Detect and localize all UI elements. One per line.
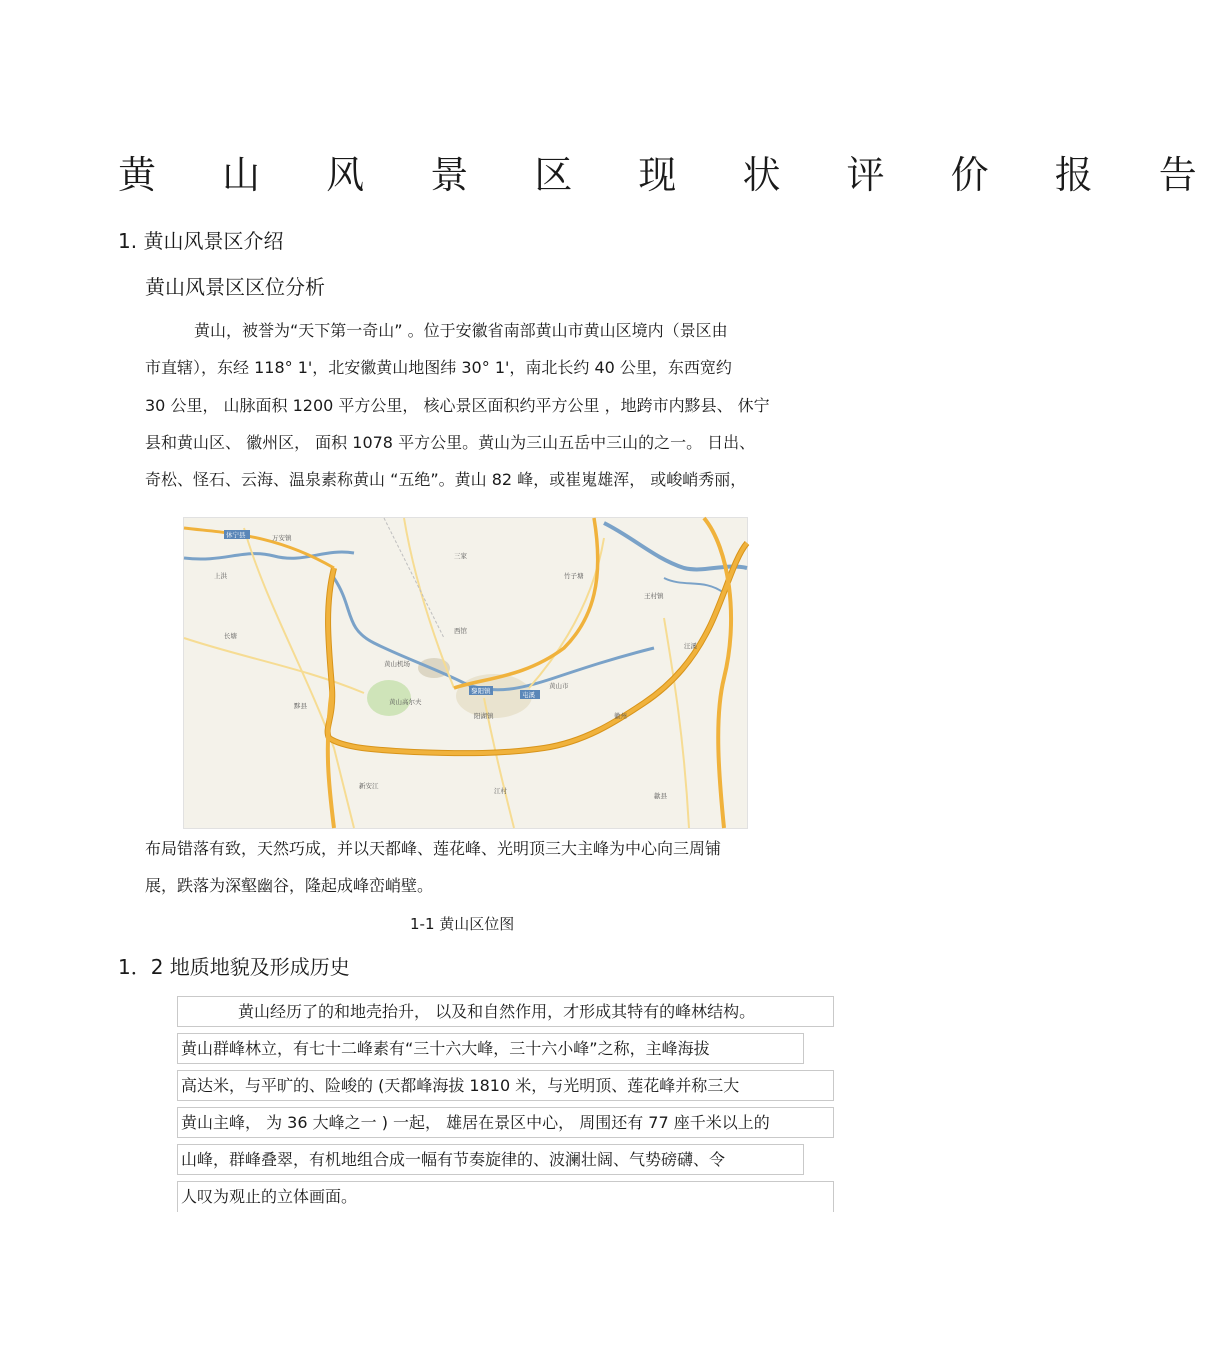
svg-text:竹子塘: 竹子塘 <box>564 572 584 580</box>
boxed-paragraph-line: 人叹为观止的立体画面。 <box>177 1181 834 1212</box>
svg-text:黄山机场: 黄山机场 <box>384 660 410 668</box>
svg-text:万安镇: 万安镇 <box>272 534 292 542</box>
paragraph-line: 县和黄山区、 徽州区， 面积 1078 平方公里。黄山为三山五岳中三山的之一。 日出、 <box>145 433 756 452</box>
paragraph-line: 布局错落有致，天然巧成，并以天都峰、莲花峰、光明顶三大主峰为中心向三周铺 <box>145 839 722 858</box>
svg-text:黟县: 黟县 <box>294 702 307 710</box>
boxed-paragraph-line: 高达米，与平旷的、险峻的 (天都峰海拔 1810 米，与光明顶、莲花峰并称三大 <box>177 1070 834 1101</box>
svg-text:王村镇: 王村镇 <box>644 592 664 600</box>
svg-text:休宁县: 休宁县 <box>226 531 246 539</box>
section-1-heading: 1. 黄山风景区介绍 <box>118 229 284 253</box>
svg-text:屯溪: 屯溪 <box>522 691 535 699</box>
boxed-paragraph-line: 山峰，群峰叠翠，有机地组合成一幅有节奏旋律的、波澜壮阔、气势磅礴、令 <box>177 1144 804 1175</box>
svg-text:西馆: 西馆 <box>454 627 467 635</box>
svg-text:徽州: 徽州 <box>614 712 627 720</box>
boxed-paragraph-line: 黄山群峰林立，有七十二峰素有“三十六大峰，三十六小峰”之称，主峰海拔 <box>177 1033 804 1064</box>
svg-text:汪溪: 汪溪 <box>684 642 697 650</box>
svg-text:黄山市: 黄山市 <box>549 682 569 690</box>
paragraph-line: 展，跌落为深壑幽谷，隆起成峰峦峭壁。 <box>145 876 434 895</box>
document-title: 黄 山 风 景 区 现 状 评 价 报 告 <box>118 153 1224 197</box>
section-1-subheading: 黄山风景区区位分析 <box>145 275 325 299</box>
paragraph-line: 30 公里， 山脉面积 1200 平方公里， 核心景区面积约平方公里 ，地跨市内黟县、 休宁 <box>145 396 770 415</box>
map-graphic <box>184 518 747 828</box>
paragraph-line: 奇松、怪石、云海、温泉素称黄山 “五绝”。黄山 82 峰，或崔嵬雄浑， 或峻峭秀丽， <box>145 470 747 489</box>
svg-text:长塘: 长塘 <box>224 632 237 640</box>
svg-text:黎阳镇: 黎阳镇 <box>471 687 491 695</box>
location-map <box>183 517 748 829</box>
svg-text:上洪: 上洪 <box>214 572 227 580</box>
paragraph-line: 黄山，被誉为“天下第一奇山” 。位于安徽省南部黄山市黄山区境内（景区由 <box>194 321 728 340</box>
boxed-paragraph-line: 黄山主峰， 为 36 大峰之一 ) 一起， 雄居在景区中心， 周围还有 77 座千米以上的 <box>177 1107 834 1138</box>
svg-text:歙县: 歙县 <box>654 792 667 800</box>
boxed-paragraph-line: 黄山经历了的和地壳抬升， 以及和自然作用，才形成其特有的峰林结构。 <box>177 996 834 1027</box>
svg-text:阳湖镇: 阳湖镇 <box>474 712 494 720</box>
svg-text:三家: 三家 <box>454 552 467 560</box>
paragraph-line: 市直辖），东经 118° 1'，北安徽黄山地图纬 30° 1'，南北长约 40 公里，东西宽约 <box>145 358 732 377</box>
svg-text:新安江: 新安江 <box>359 782 379 790</box>
svg-text:江村: 江村 <box>494 787 507 795</box>
svg-text:黄山高尔夫: 黄山高尔夫 <box>389 698 422 706</box>
figure-caption: 1-1 黄山区位图 <box>410 915 515 933</box>
section-2-heading: 1．2 地质地貌及形成历史 <box>118 955 350 979</box>
